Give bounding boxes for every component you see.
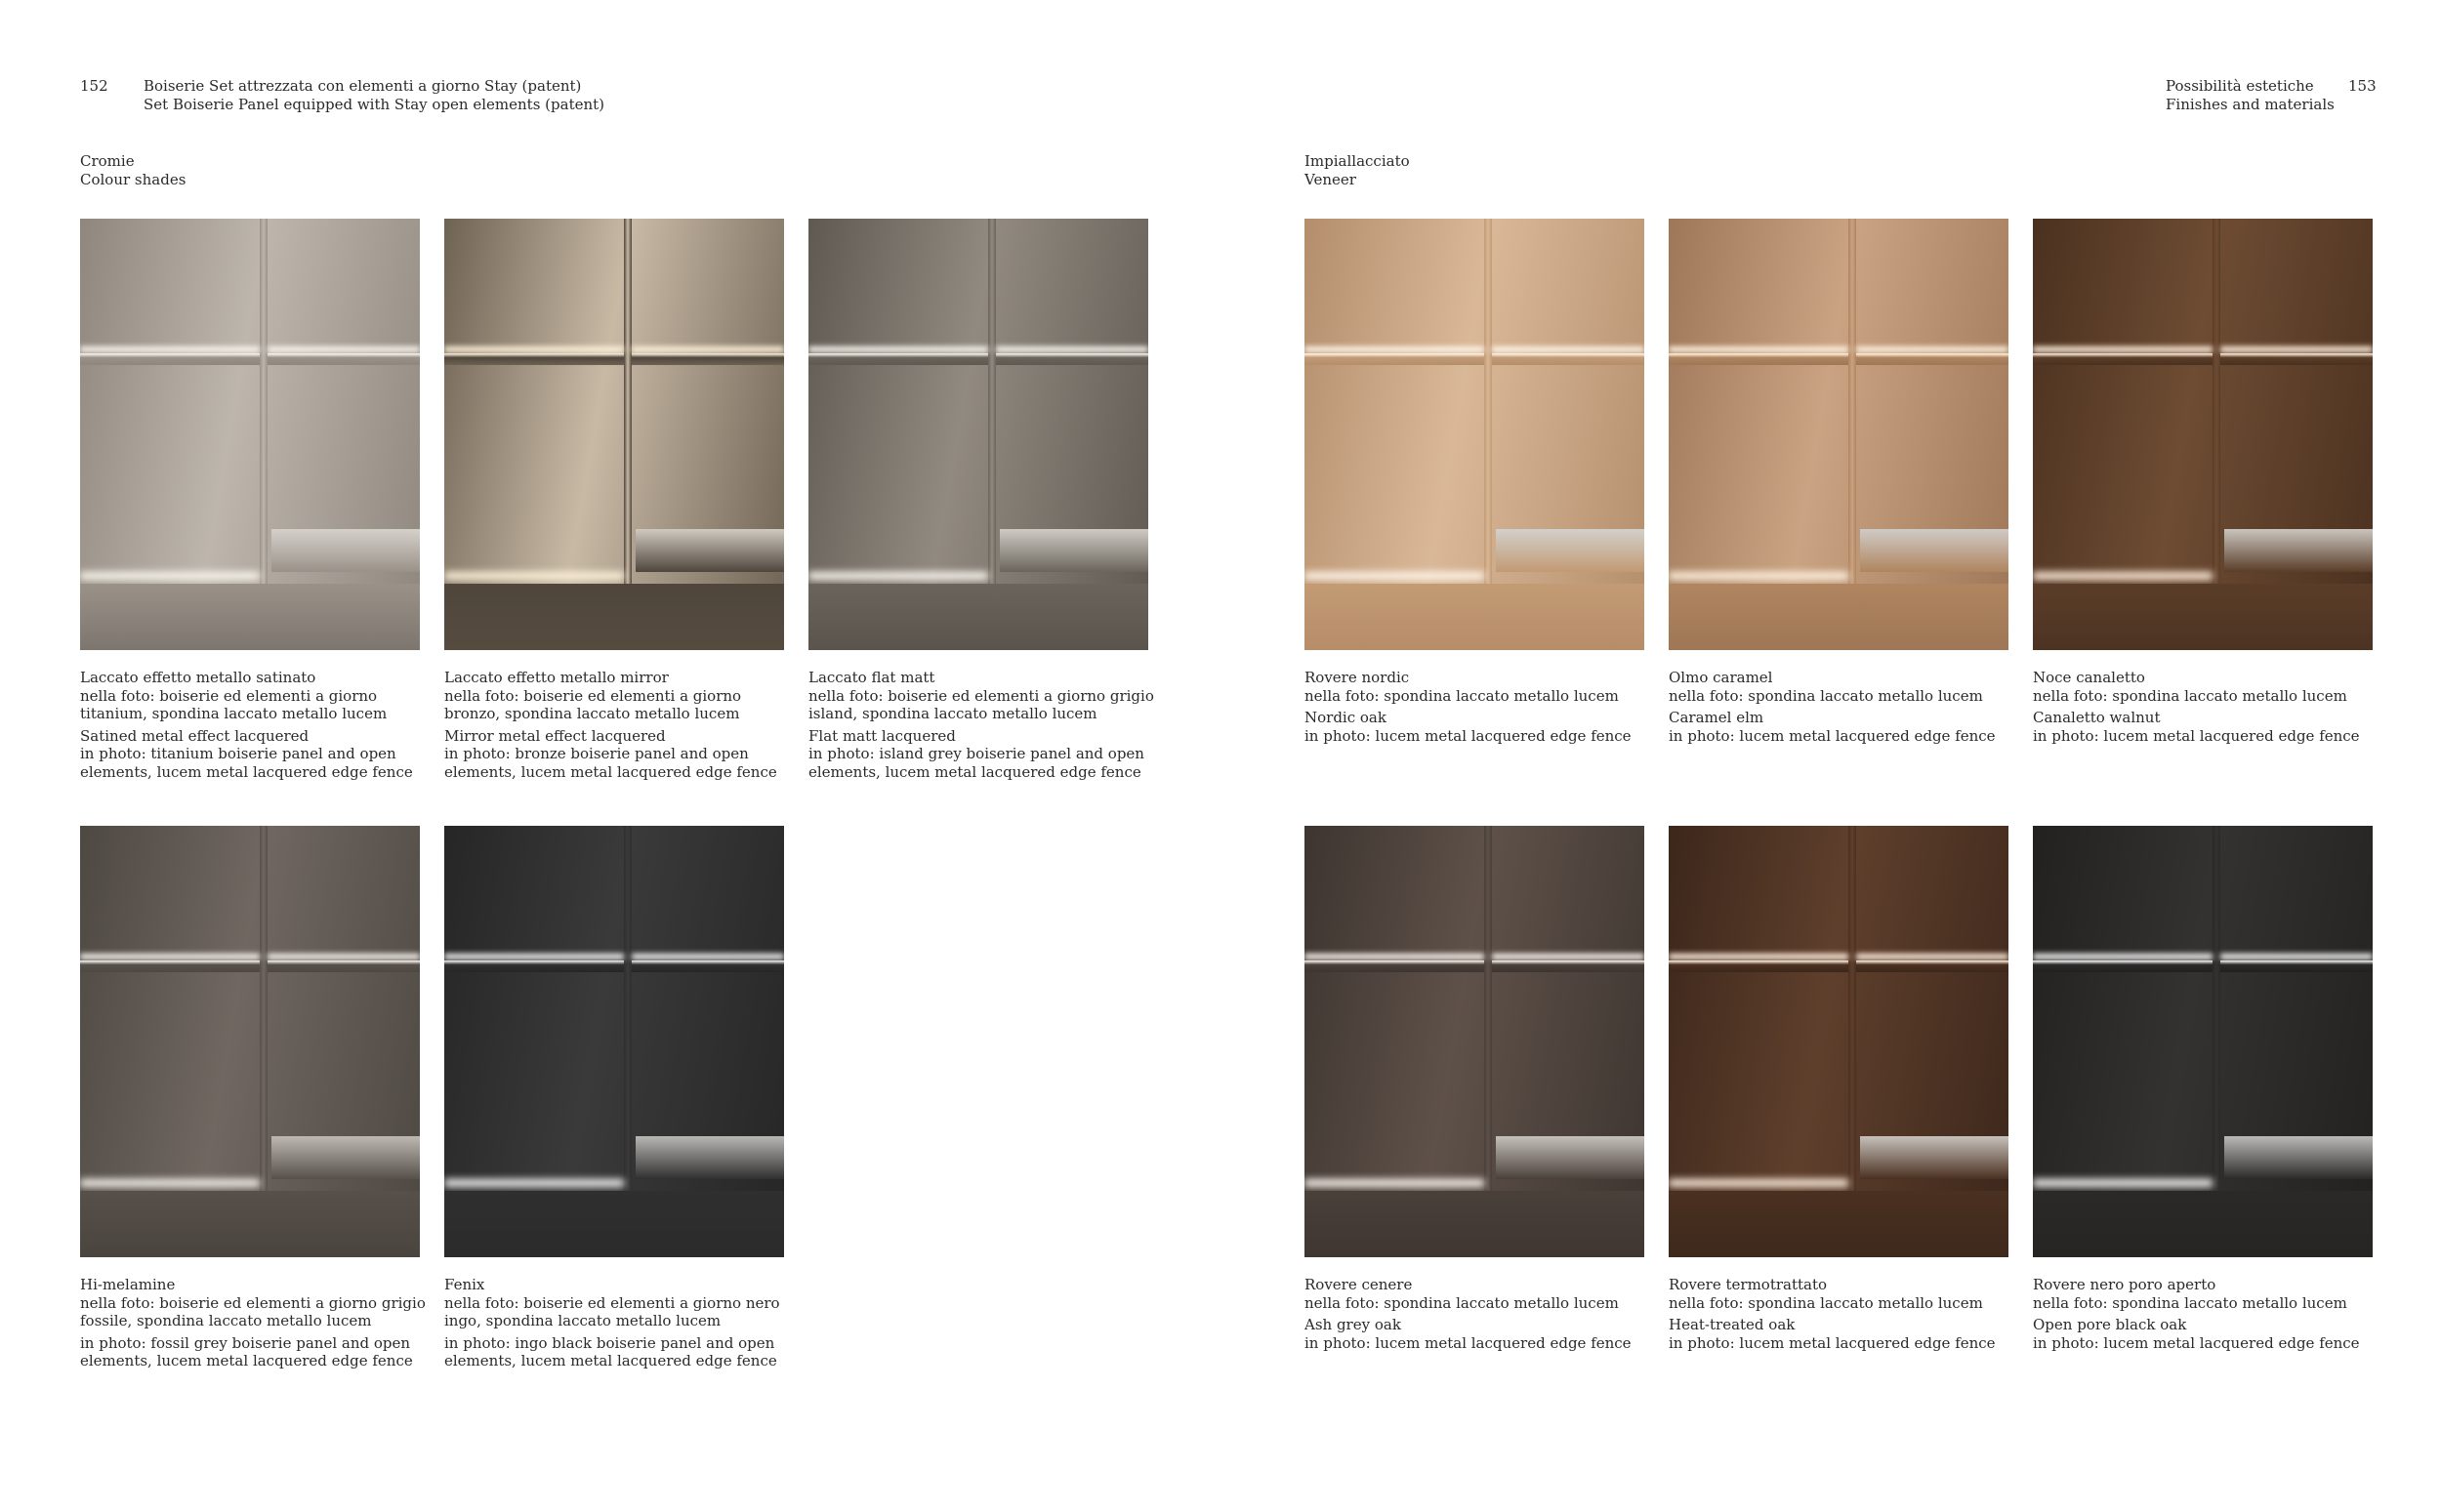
finish-description-english: in photo: lucem metal lacquered edge fence [1304,726,1632,745]
finish-name-italian: Noce canaletto [2033,669,2145,686]
right-title-italian: Possibilità estetiche [2166,77,2314,95]
swatch-photo [1304,826,1644,1257]
swatch-caption [80,669,432,781]
finish-description-italian: nella foto: boiserie ed elementi a giorno bronzo, spondina laccato metallo lucem [444,686,742,722]
swatch-photo [1669,219,2008,650]
finish-name-english: Caramel elm [1669,709,1764,726]
swatch-caption [444,669,796,781]
finish-name-italian: Rovere cenere [1304,1276,1413,1293]
finish-name-italian: Olmo caramel [1669,669,1773,686]
finish-name-english: Open pore black oak [2033,1316,2187,1333]
finish-description-italian: nella foto: spondina laccato metallo lucem [1304,1293,1619,1312]
swatch-caption [1304,1276,1656,1352]
finish-name-english: Satined metal effect lacquered [80,726,310,745]
finish-description-english: in photo: lucem metal lacquered edge fence [2033,1333,2360,1352]
finish-description-italian: nella foto: boiserie ed elementi a giorno grigio fossile, spondina laccato metallo lucem [80,1293,426,1329]
swatch-photo [2033,219,2373,650]
finish-description-italian: nella foto: spondina laccato metallo lucem [1669,686,1983,705]
finish-description-english: in photo: titanium boiserie panel and open elements, lucem metal lacquered edge fence [80,745,413,781]
swatch-photo [444,219,784,650]
finish-description-italian: nella foto: boiserie ed elementi a giorno titanium, spondina laccato metallo lucem [80,686,388,722]
finish-description-italian: nella foto: boiserie ed elementi a giorno grigio island, spondina laccato metallo lucem [808,686,1154,722]
finish-description-english: in photo: bronze boiserie panel and open elements, lucem metal lacquered edge fence [444,745,777,781]
finish-description-english: in photo: island grey boiserie panel and open elements, lucem metal lacquered edge fence [808,745,1144,781]
finish-name-english: Flat matt lacquered [808,726,956,745]
section-heading-right-italian: Impiallacciato [1304,152,1410,170]
finish-description-english: in photo: lucem metal lacquered edge fence [1669,726,1996,745]
finish-description-italian: nella foto: spondina laccato metallo lucem [2033,1293,2347,1312]
section-heading-left-italian: Cromie [80,152,135,170]
swatch-caption [444,1276,796,1370]
finish-description-english: in photo: lucem metal lacquered edge fence [2033,726,2360,745]
swatch-photo [80,219,420,650]
finish-name-english: Heat-treated oak [1669,1316,1796,1333]
swatch-photo [2033,826,2373,1257]
finish-name-italian: Laccato flat matt [808,669,935,686]
finish-name-italian: Laccato effetto metallo satinato [80,669,316,686]
swatch-caption [2033,1276,2384,1352]
swatch-caption [2033,669,2384,745]
finish-description-english: in photo: lucem metal lacquered edge fence [1304,1333,1632,1352]
section-heading-right-english: Veneer [1304,171,1356,188]
section-heading-left-english: Colour shades [80,171,186,188]
left-title-english: Set Boiserie Panel equipped with Stay open elements (patent) [144,96,605,113]
finish-description-italian: nella foto: spondina laccato metallo lucem [2033,686,2347,705]
finish-name-english: Canaletto walnut [2033,709,2161,726]
swatch-caption [80,1276,432,1370]
finish-name-italian: Rovere termotrattato [1669,1276,1828,1293]
finish-description-italian: nella foto: spondina laccato metallo lucem [1669,1293,1983,1312]
swatch-caption [1304,669,1656,745]
swatch-photo [1669,826,2008,1257]
finish-description-english: in photo: ingo black boiserie panel and open elements, lucem metal lacquered edge fence [444,1333,777,1369]
right-page-number: 153 [2348,77,2377,95]
finish-name-english: Mirror metal effect lacquered [444,726,666,745]
swatch-caption [1669,1276,2020,1352]
finish-description-italian: nella foto: boiserie ed elementi a giorno nero ingo, spondina laccato metallo lucem [444,1293,780,1329]
left-title-italian: Boiserie Set attrezzata con elementi a giorno Stay (patent) [144,77,582,95]
finish-description-english: in photo: fossil grey boiserie panel and open elements, lucem metal lacquered edge fence [80,1333,413,1369]
finish-name-italian: Rovere nero poro aperto [2033,1276,2216,1293]
swatch-photo [444,826,784,1257]
finish-description-english: in photo: lucem metal lacquered edge fence [1669,1333,1996,1352]
swatch-photo [1304,219,1644,650]
swatch-caption [1669,669,2020,745]
finish-name-italian: Hi-melamine [80,1276,176,1293]
finish-name-italian: Rovere nordic [1304,669,1410,686]
right-title-english: Finishes and materials [2166,96,2335,113]
finish-name-italian: Fenix [444,1276,485,1293]
finish-name-italian: Laccato effetto metallo mirror [444,669,669,686]
finish-name-english: Nordic oak [1304,709,1386,726]
left-page-number: 152 [80,77,108,95]
swatch-photo [808,219,1148,650]
finish-name-english: Ash grey oak [1304,1316,1401,1333]
swatch-caption [808,669,1160,781]
finish-description-italian: nella foto: spondina laccato metallo lucem [1304,686,1619,705]
swatch-photo [80,826,420,1257]
